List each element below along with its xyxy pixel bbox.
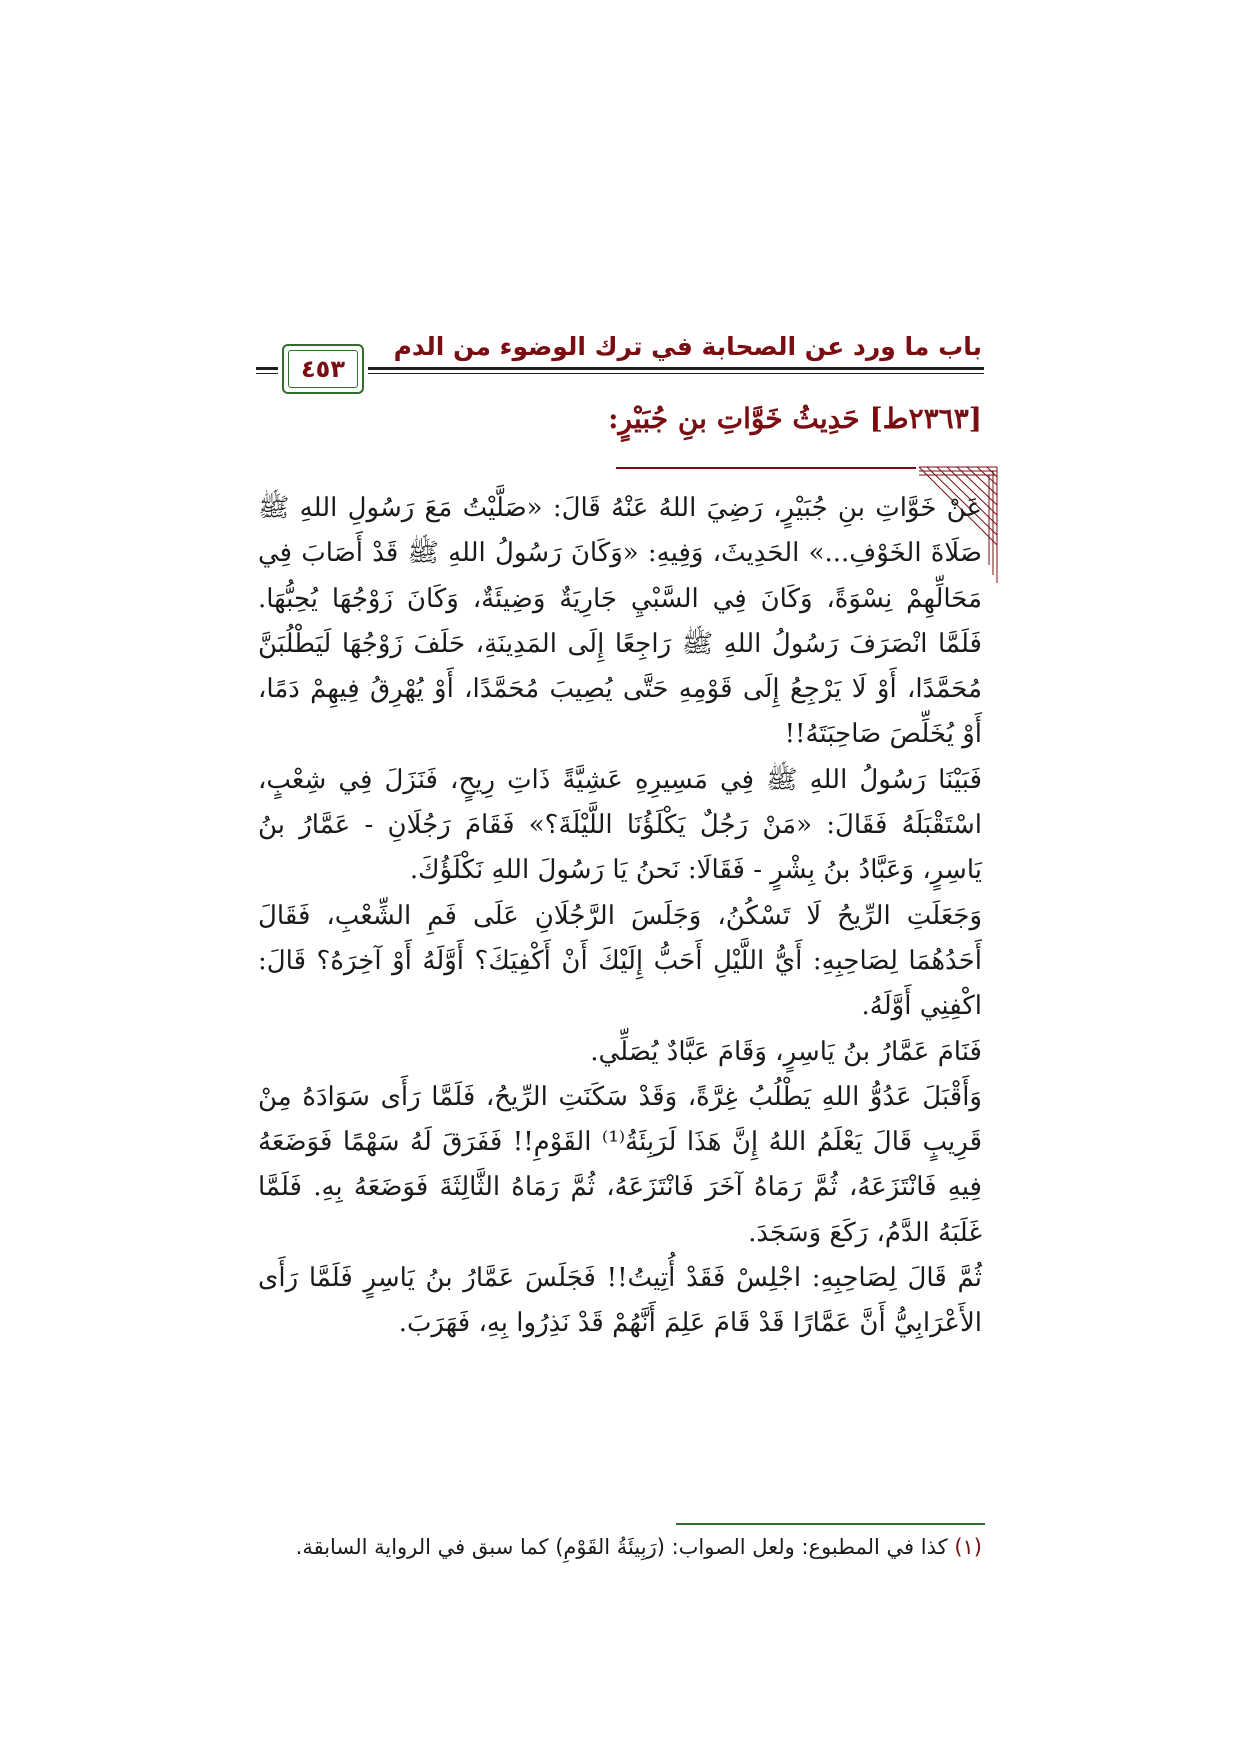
paragraph: عَنْ خَوَّاتِ بنِ جُبَيْرٍ، رَضِيَ اللهُ عَنْهُ قَالَ: «صَلَّيْتُ مَعَ رَسُولِ اللهِ ﷺ صَلَاةَ الخَوْفِ...» الحَدِيثَ، وَفِيهِ: «وَكَانَ رَسُولُ اللهِ ﷺ قَدْ أَصَابَ فِي مَحَالِّهِمْ نِسْوَةً، وَكَانَ فِي السَّبْيِ جَارِيَةٌ وَضِيئَةٌ، وَكَانَ زَوْجُهَا يُحِبُّهَا. فَلَمَّا انْصَرَفَ رَسُولُ اللهِ ﷺ رَاجِعًا إِلَى المَدِينَةِ، حَلَفَ زَوْجُهَا لَيَطْلُبَنَّ مُحَمَّدًا، أَوْ لَا يَرْجِعُ إِلَى قَوْمِهِ حَتَّى يُصِيبَ مُحَمَّدًا، أَوْ يُهْرِقُ فِيهِمْ دَمًا، أَوْ يُخَلِّصَ صَاحِبَتَهُ!! [258, 493, 982, 750]
footnote-text: كذا في المطبوع: ولعل الصواب: (رَبِيئَةُ القَوْمِ) كما سبق في الرواية السابقة. [295, 1535, 948, 1559]
footnote [258, 1535, 982, 1559]
paragraph: فَبَيْنَا رَسُولُ اللهِ ﷺ فِي مَسِيرِهِ عَشِيَّةً ذَاتِ رِيحٍ، فَنَزَلَ فِي شِعْبٍ، اسْتَقْبَلَهُ فَقَالَ: «مَنْ رَجُلٌ يَكْلَؤُنَا اللَّيْلَةَ؟» فَقَامَ رَجُلَانِ - عَمَّارُ بنُ يَاسِرٍ، وَعَبَّادُ بنُ بِشْرٍ - فَقَالَا: نَحنُ يَا رَسُولَ اللهِ نَكْلَؤُكَ. [258, 764, 982, 886]
running-header-title: باب ما ورد عن الصحابة في ترك الوضوء من الدم [393, 332, 982, 361]
footnote-separator [676, 1523, 985, 1525]
paragraph: وَأَقْبَلَ عَدُوُّ اللهِ يَطْلُبُ غِرَّةً، وَقَدْ سَكَنَتِ الرِّيحُ، فَلَمَّا رَأَى سَوَادَهُ مِنْ قَرِيبٍ قَالَ يَعْلَمُ اللهُ إِنَّ هَذَا لَرَبِئَةُ⁽¹⁾ القَوْمِ!! فَفَرَقَ لَهُ سَهْمًا فَوَضَعَهُ فِيهِ فَانْتَزَعَهُ، ثُمَّ رَمَاهُ آخَرَ فَانْتَزَعَهُ، ثُمَّ رَمَاهُ الثَّالِثَةَ فَوَضَعَهُ بِهِ. فَلَمَّا غَلَبَهُ الدَّمُ، رَكَعَ وَسَجَدَ. [258, 1081, 982, 1248]
footnote-marker: (١) [954, 1535, 982, 1559]
hadith-title: حَدِيثُ خَوَّاتِ بنِ جُبَيْرٍ: [608, 402, 860, 435]
paragraph: وَجَعَلَتِ الرِّيحُ لَا تَسْكُنُ، وَجَلَسَ الرَّجُلَانِ عَلَى فَمِ الشِّعْبِ، فَقَالَ أَحَدُهُمَا لِصَاحِبِهِ: أَيُّ اللَّيْلِ أَحَبُّ إِلَيْكَ أَنْ أَكْفِيَكَ؟ أَوَّلَهُ أَوْ آخِرَهُ؟ قَالَ: اكْفِنِي أَوَّلَهُ. [258, 900, 982, 1022]
page-number-frame [282, 344, 364, 394]
header-rule [368, 367, 984, 370]
page-number: ٤٥٣ [301, 355, 345, 383]
hadith-body [258, 486, 982, 1347]
header-rule [256, 367, 278, 370]
heading-underline [616, 467, 916, 469]
header-rule [256, 373, 278, 374]
section-heading [256, 402, 982, 435]
paragraph: ثُمَّ قَالَ لِصَاحِبِهِ: اجْلِسْ فَقَدْ أُتِيتُ!! فَجَلَسَ عَمَّارُ بنُ يَاسِرٍ فَلَمَّا رَأَى الأَعْرَابِيُّ أَنَّ عَمَّارًا قَدْ قَامَ عَلِمَ أَنَّهُمْ قَدْ نَذِرُوا بِهِ، فَهَرَبَ. [258, 1263, 982, 1339]
header-rule [368, 373, 984, 374]
hadith-number: [٢٣٦٣ط] [869, 402, 982, 435]
paragraph: فَنَامَ عَمَّارُ بنُ يَاسِرٍ، وَقَامَ عَبَّادٌ يُصَلِّي. [590, 1036, 982, 1067]
